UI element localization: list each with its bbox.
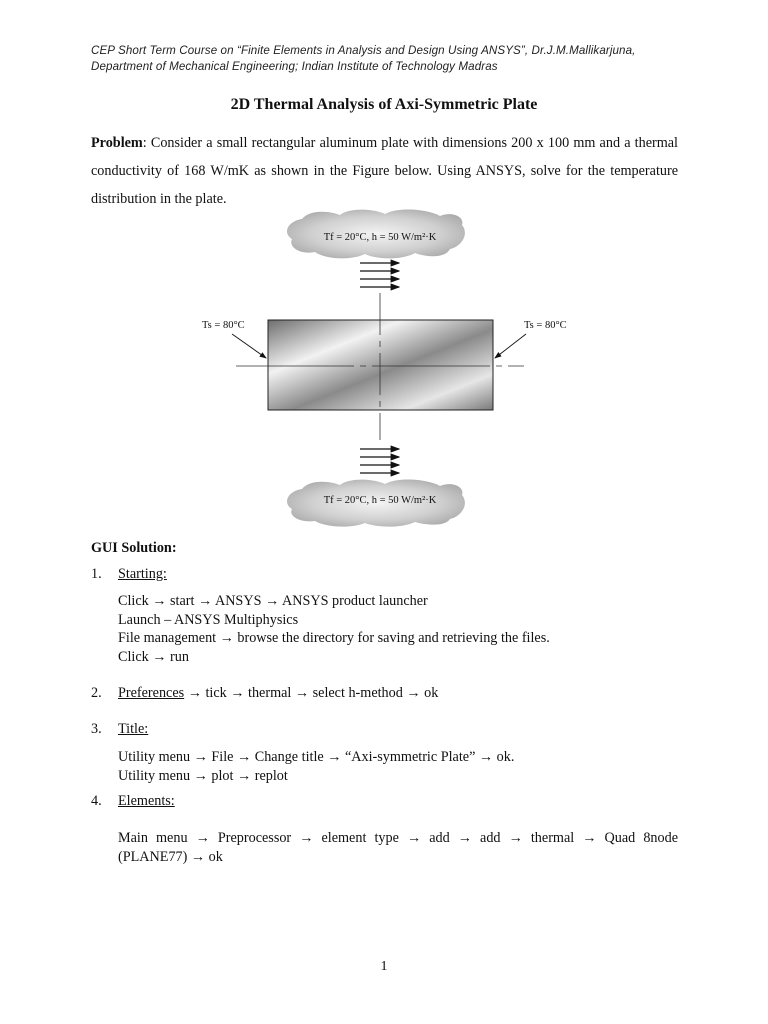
header-line-2: Department of Mechanical Engineering; Indian Institute of Technology Madras (91, 60, 498, 73)
problem-statement (91, 129, 678, 213)
step-lines (118, 592, 678, 666)
step-rest: → tick → thermal → select h-method → ok (184, 685, 439, 701)
step-line: Click → run (118, 648, 189, 665)
page-number: 1 (380, 959, 388, 974)
problem-label: Problem (91, 135, 143, 151)
step-heading: Elements: (118, 793, 175, 809)
page-header (91, 43, 711, 75)
plate-figure (190, 205, 567, 535)
step-lines (118, 829, 678, 866)
step-line: Click → start → ANSYS → ANSYS product launcher (118, 593, 428, 609)
step-number: 2. (91, 685, 102, 701)
step-heading: Starting: (118, 566, 167, 582)
step-line: Main menu → Preprocessor → element type → add → add → thermal → Quad 8node (118, 830, 678, 846)
left-pointer-arrow (232, 334, 266, 358)
step-number: 3. (91, 721, 102, 737)
header-line-1: CEP Short Term Course on “Finite Elements in Analysis and Design Using ANSYS”, Dr.J.M.Mallikarjuna, (91, 44, 636, 57)
step-number: 4. (91, 793, 102, 809)
step-line: File management → browse the directory for saving and retrieving the files. (118, 630, 550, 646)
left-surface-temp-label: Ts = 80°C (202, 320, 245, 331)
step-line: Launch – ANSYS Multiphysics (118, 611, 299, 628)
gui-solution-heading: GUI Solution: (91, 540, 177, 556)
bottom-convection-label: Tf = 20°C, h = 50 W/m²·K (323, 495, 437, 506)
aluminum-plate (268, 320, 493, 410)
right-pointer-arrow (495, 334, 526, 358)
step-line: Utility menu → File → Change title → “Axi-symmetric Plate” → ok. (118, 749, 515, 765)
step-line: (PLANE77) → ok (118, 848, 223, 865)
step-heading: Title: (118, 721, 149, 737)
right-surface-temp-label: Ts = 80°C (524, 320, 567, 331)
step-number: 1. (91, 566, 102, 582)
step-lines (118, 748, 678, 785)
problem-text: : Consider a small rectangular aluminum plate with dimensions 200 x 100 mm and a thermal conductivity of 168 W/mK as shown in the Figure below. Using ANSYS, solve for the temperature distribution in the plate. (91, 135, 678, 207)
step-heading-line (118, 685, 438, 702)
top-convection-label: Tf = 20°C, h = 50 W/m²·K (323, 232, 437, 243)
step-heading: Preferences (118, 685, 185, 701)
document-title: 2D Thermal Analysis of Axi-Symmetric Plate (230, 96, 538, 113)
step-line: Utility menu → plot → replot (118, 767, 288, 784)
